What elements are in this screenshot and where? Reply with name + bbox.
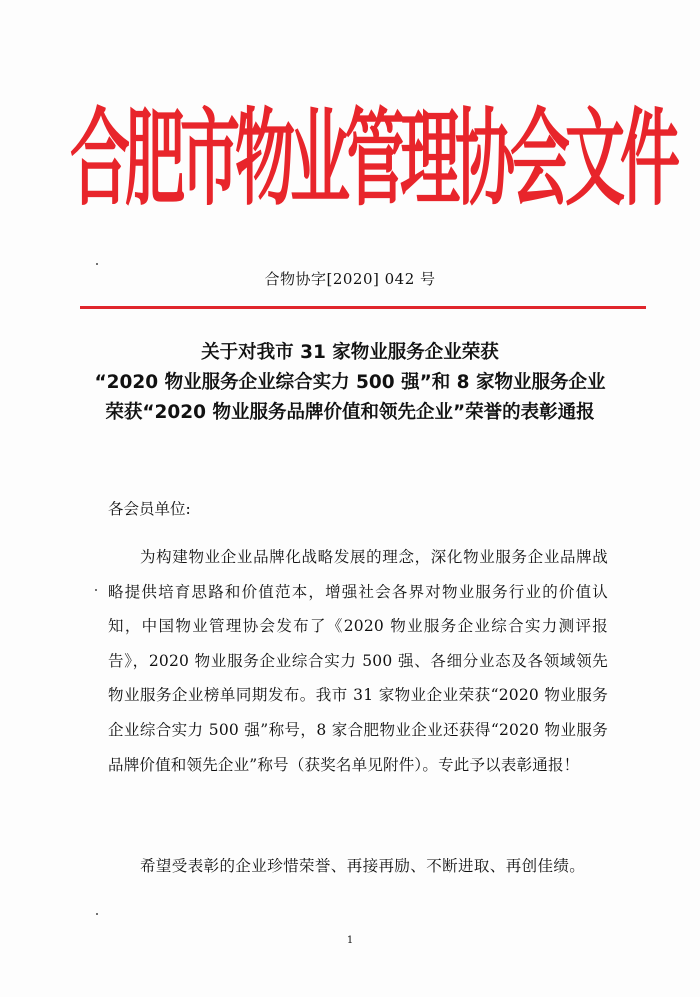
notice-title	[60, 338, 640, 428]
body-paragraph-2: 希望受表彰的企业珍惜荣誉、再接再励、不断进取、再创佳绩。	[140, 857, 586, 875]
document-number: 合物协字[2020] 042 号	[264, 270, 436, 288]
masthead-title: 合肥市物业管理协会文件	[70, 98, 675, 222]
body-paragraph-1: 为构建物业企业品牌化战略发展的理念，深化物业服务企业品牌战略提供培育思路和价值范本，增强社会各界对物业服务行业的价值认知，中国物业管理协会发布了《2020 物业服务企业综合实力测评报告》，2020 物业服务企业综合实力 500 强、各细分业态及各领域领先物业服务企业榜单同期发布。我市 31 家物业企业荣获“2020 物业服务企业综合实力 500 强”称号，8 家合肥物业企业还获得“2020 物业服务品牌价值和领先企业”称号（获奖名单见附件）。专此予以表彰通报！	[108, 548, 608, 774]
page-number: 1	[346, 935, 354, 946]
title-line-3: 荣获“2020 物业服务品牌价值和领先企业”荣誉的表彰通报	[105, 402, 595, 423]
scan-speck	[95, 589, 97, 591]
scan-speck	[96, 263, 98, 265]
salutation: 各会员单位:	[108, 500, 191, 518]
red-divider-line	[80, 306, 646, 309]
title-line-2: “2020 物业服务企业综合实力 500 强”和 8 家物业服务企业	[94, 372, 606, 393]
title-line-1: 关于对我市 31 家物业服务企业荣获	[201, 342, 499, 363]
scan-speck	[96, 913, 98, 915]
